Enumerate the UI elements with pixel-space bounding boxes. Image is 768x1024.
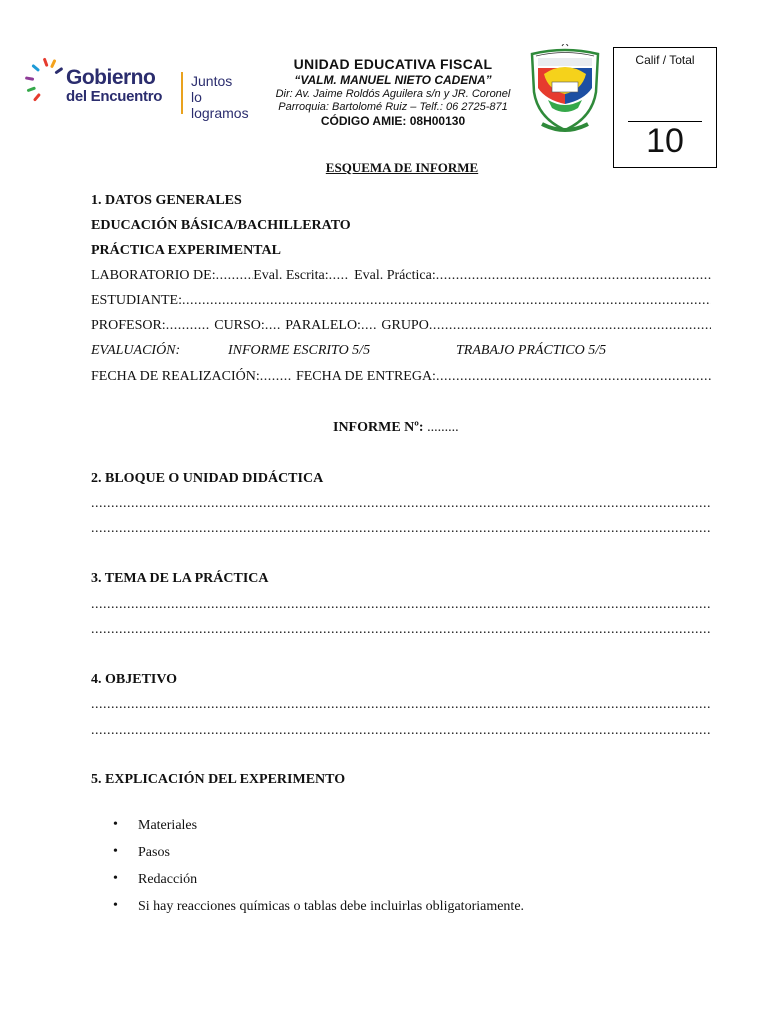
practical-work-score: TRABAJO PRÁCTICO 5/5 [456, 343, 607, 358]
lab-field[interactable] [216, 268, 254, 284]
student-row [91, 293, 711, 309]
date-done-field[interactable] [260, 369, 291, 385]
section-4-line-2[interactable] [91, 723, 711, 739]
school-header [262, 56, 524, 128]
date-due-field[interactable] [436, 369, 711, 385]
teacher-row [91, 318, 711, 334]
teacher-field[interactable] [166, 318, 210, 334]
school-name: UNIDAD EDUCATIVA FISCAL [293, 56, 493, 72]
practice-type: PRÁCTICA EXPERIMENTAL [91, 243, 281, 258]
gobierno-star-icon [24, 56, 68, 112]
group-label: GRUPO [381, 318, 429, 333]
section-3-line-1[interactable] [91, 597, 711, 613]
section-4-title: 4. OBJETIVO [91, 672, 178, 687]
course-label: CURSO: [214, 318, 265, 333]
date-due-label: FECHA DE ENTREGA: [295, 369, 436, 384]
dates-row [91, 369, 711, 385]
section-2-line-1[interactable] [91, 496, 711, 512]
grade-label: Calif / Total [635, 53, 695, 67]
report-number-label: INFORME Nº: [333, 420, 424, 435]
experiment-bullet-list [113, 818, 524, 926]
report-number [333, 420, 459, 436]
slogan-line-2: lo logramos [191, 89, 249, 121]
section-2-title: 2. BLOQUE O UNIDAD DIDÁCTICA [91, 471, 324, 486]
slogan-line-1: Juntos [191, 73, 233, 89]
gobierno-logo [24, 56, 260, 121]
eval-written-label: Eval. Escrita: [253, 268, 329, 283]
bullet-item: • Pasos [113, 845, 524, 872]
logo-divider [181, 72, 183, 114]
gobierno-word: Gobierno [66, 66, 156, 89]
document-title: ESQUEMA DE INFORME [325, 160, 479, 175]
date-done-label: FECHA DE REALIZACIÓN: [91, 369, 260, 384]
school-address-line-2: Parroquia: Bartolomé Ruiz – Telf.: 06 2725-871 [278, 101, 508, 113]
school-crest-icon [526, 44, 604, 136]
course-field[interactable] [265, 318, 280, 334]
school-address-line-1: Dir: Av. Jaime Roldós Aguilera s/n y JR. Coronel [275, 88, 511, 100]
eval-written-field[interactable] [329, 268, 349, 284]
grade-total: 10 [646, 122, 684, 160]
section-1-title: 1. DATOS GENERALES [91, 193, 242, 208]
section-3-title: 3. TEMA DE LA PRÁCTICA [91, 571, 269, 586]
report-number-field[interactable]: ......... [423, 420, 459, 435]
eval-practical-label: Eval. Práctica: [354, 268, 436, 283]
student-field[interactable] [182, 293, 711, 309]
education-level: EDUCACIÓN BÁSICA/BACHILLERATO [91, 218, 351, 233]
group-field[interactable] [429, 318, 711, 334]
section-4-line-1[interactable] [91, 697, 711, 713]
del-encuentro-word: del Encuentro [66, 88, 163, 105]
bullet-item: • Redacción [113, 872, 524, 899]
bullet-item: • Materiales [113, 818, 524, 845]
student-label: ESTUDIANTE: [91, 293, 182, 308]
lab-row [91, 268, 711, 284]
grade-box [613, 47, 717, 168]
lab-label: LABORATORIO DE: [91, 268, 216, 283]
school-subname: “VALM. MANUEL NIETO CADENA” [294, 73, 492, 87]
parallel-field[interactable] [361, 318, 376, 334]
parallel-label: PARALELO: [285, 318, 361, 333]
teacher-label: PROFESOR: [91, 318, 166, 333]
eval-practical-field[interactable] [436, 268, 711, 284]
bullet-item: • Si hay reacciones químicas o tablas debe incluirlas obligatoriamente. [113, 899, 524, 926]
section-3-line-2[interactable] [91, 622, 711, 638]
section-2-line-2[interactable] [91, 521, 711, 537]
section-5-title: 5. EXPLICACIÓN DEL EXPERIMENTO [91, 772, 346, 787]
evaluation-label: EVALUACIÓN: [91, 343, 181, 358]
written-report-score: INFORME ESCRITO 5/5 [228, 343, 371, 358]
amie-code: CÓDIGO AMIE: 08H00130 [320, 114, 466, 128]
